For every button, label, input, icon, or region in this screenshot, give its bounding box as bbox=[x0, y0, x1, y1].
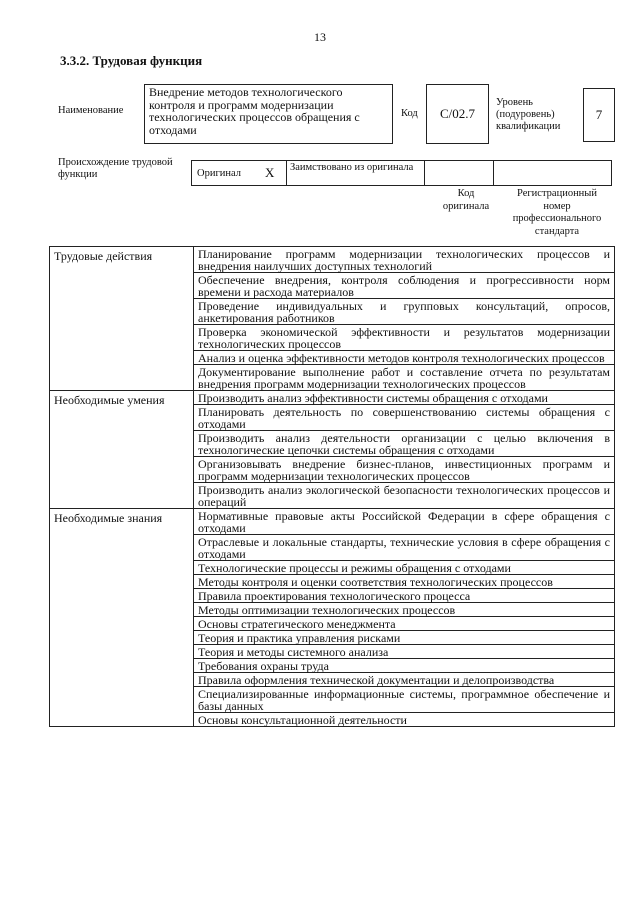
section-item: Обеспечение внедрения, контроля соблюдения и прогрессивности норм времени и расхода материалов bbox=[194, 273, 615, 299]
section-item: Методы оптимизации технологических процессов bbox=[194, 603, 615, 617]
section-item: Планирование программ модернизации технологических процессов и внедрения наилучших доступных технологий bbox=[194, 247, 615, 273]
code-value: С/02.7 bbox=[426, 84, 489, 144]
original-mark: X bbox=[265, 165, 275, 180]
section-title-cell: Трудовые действия bbox=[50, 247, 194, 391]
origin-code-cell bbox=[424, 160, 494, 186]
section-item: Специализированные информационные системы, программное обеспечение и базы данных bbox=[194, 687, 615, 713]
reg-caption: Регистрационный номер профессионального стандарта bbox=[512, 188, 602, 237]
table-row bbox=[50, 247, 615, 273]
level-label: Уровень (подуровень) квалификации bbox=[496, 97, 561, 132]
code-caption: Код оригинала bbox=[442, 188, 490, 212]
origin-original-cell bbox=[191, 160, 287, 186]
section-item: Производить анализ экологической безопасности технологических процессов и операций bbox=[194, 483, 615, 509]
section-item: Производить анализ эффективности системы обращения с отходами bbox=[194, 391, 615, 405]
section-title-cell: Необходимые умения bbox=[50, 391, 194, 509]
code-label: Код bbox=[401, 108, 418, 119]
section-item: Правила проектирования технологического процесса bbox=[194, 589, 615, 603]
section-item: Планировать деятельность по совершенствованию системы обращения с отходами bbox=[194, 405, 615, 431]
section-item: Теория и практика управления рисками bbox=[194, 631, 615, 645]
section-item: Правила оформления технической документации и делопроизводства bbox=[194, 673, 615, 687]
level-value: 7 bbox=[583, 88, 615, 142]
section-item: Основы стратегического менеджмента bbox=[194, 617, 615, 631]
section-item: Анализ и оценка эффективности методов контроля технологических процессов bbox=[194, 351, 615, 365]
section-item: Отраслевые и локальные стандарты, технические условия в сфере обращения с отходами bbox=[194, 535, 615, 561]
section-item: Нормативные правовые акты Российской Федерации в сфере обращения с отходами bbox=[194, 509, 615, 535]
section-item: Производить анализ деятельности организации с целью включения в технологические цепочки системы обращения с отходами bbox=[194, 431, 615, 457]
name-label: Наименование bbox=[58, 105, 124, 116]
section-item: Требования охраны труда bbox=[194, 659, 615, 673]
section-item: Методы контроля и оценки соответствия технологических процессов bbox=[194, 575, 615, 589]
table-row bbox=[50, 509, 615, 535]
borrowed-label: Заимствовано из оригинала bbox=[286, 160, 425, 186]
section-item: Организовывать внедрение бизнес-планов, инвестиционных программ и программ модернизации технологических процессов bbox=[194, 457, 615, 483]
table-row bbox=[50, 391, 615, 405]
section-item: Технологические процессы и режимы обращения с отходами bbox=[194, 561, 615, 575]
origin-label: Происхождение трудовой функции bbox=[58, 157, 173, 180]
original-label: Оригинал bbox=[197, 167, 241, 179]
section-item: Проверка экономической эффективности и результатов модернизации технологических процессов bbox=[194, 325, 615, 351]
section-title: 3.3.2. Трудовая функция bbox=[60, 53, 203, 68]
origin-row bbox=[192, 160, 615, 186]
competency-table bbox=[49, 246, 615, 727]
section-item: Проведение индивидуальных и групповых консультаций, опросов, анкетирования работников bbox=[194, 299, 615, 325]
section-item: Теория и методы системного анализа bbox=[194, 645, 615, 659]
function-name: Внедрение методов технологического контроля и программ модернизации технологических процессов обращения с отходами bbox=[144, 84, 393, 144]
page-number: 13 bbox=[314, 30, 326, 44]
section-item: Основы консультационной деятельности bbox=[194, 713, 615, 727]
origin-reg-cell bbox=[493, 160, 612, 186]
section-title-cell: Необходимые знания bbox=[50, 509, 194, 727]
section-item: Документирование выполнение работ и составление отчета по результатам внедрения программ модернизации технологических процессов bbox=[194, 365, 615, 391]
